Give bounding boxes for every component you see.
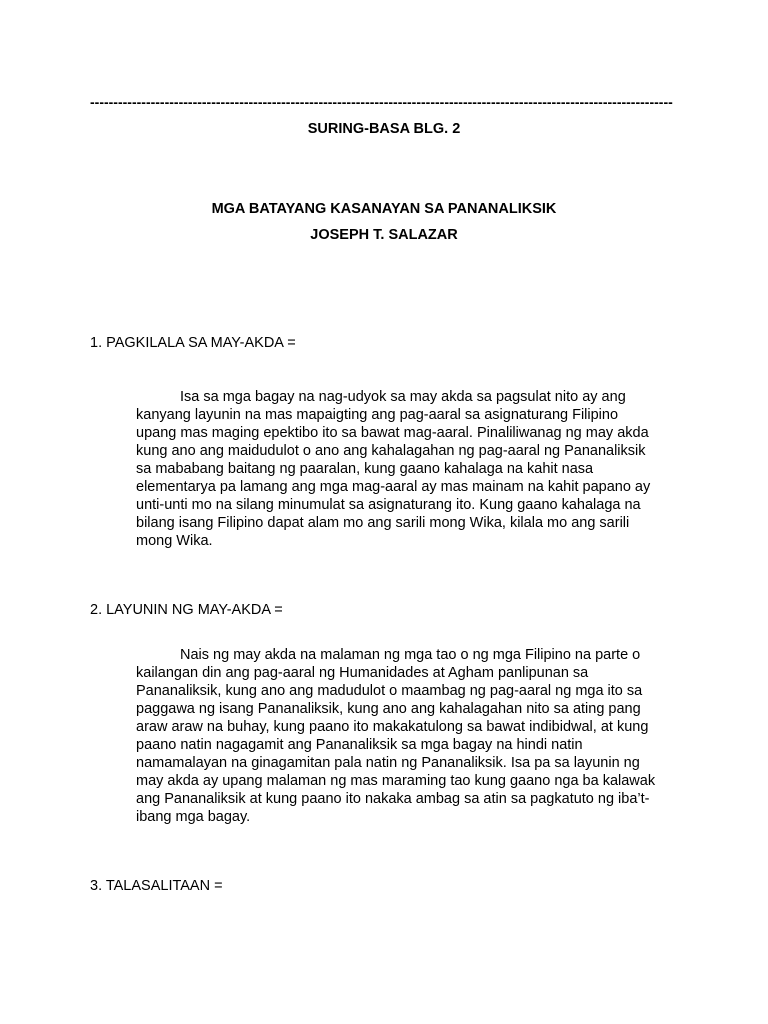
paragraph-line: Pananaliksik, kung ano ang madudulot o maambag ng pag-aaral ng mga ito sa (136, 683, 643, 699)
paragraph-line: may akda ay upang malaman ng mas maraming tao kung gaano nga ba kalawak (136, 773, 656, 789)
paragraph-line: Isa sa mga bagay na nag-udyok sa may akda sa pagsulat nito ay ang (180, 389, 626, 405)
section-heading-2: 2. LAYUNIN NG MAY-AKDA = (90, 602, 283, 618)
paragraph-line: namamalayan na ginagamitan pala natin ng Pananaliksik. Isa pa sa layunin ng (136, 755, 640, 771)
paragraph-line: kung ano ang maidudulot o ano ang kahalagahan ng pag-aaral ng Pananaliksik (136, 443, 646, 459)
section-heading-3: 3. TALASALITAAN = (90, 878, 223, 894)
document-author: JOSEPH T. SALAZAR (310, 227, 458, 243)
separator-line: ----------------------------------------------------------------------------------------------------------------------------- (90, 94, 673, 110)
paragraph-line: sa mababang baitang ng paaralan, kung gaano kahalaga na kahit nasa (136, 461, 594, 477)
paragraph-line: paggawa ng isang Pananaliksik, kung ano ang kahalagahan nito sa ating pang (136, 701, 641, 717)
paragraph-line: paano natin nagagamit ang Pananaliksik sa mga bagay na hindi natin (136, 737, 583, 753)
paragraph-line: kailangan din ang pag-aaral ng Humanidades at Agham panlipunan sa (136, 665, 589, 681)
section-paragraph-1 (136, 388, 676, 550)
document-label: SURING-BASA BLG. 2 (307, 121, 461, 137)
paragraph-line: ang Pananaliksik at kung paano ito nakaka ambag sa atin sa pagkatuto ng iba’t- (136, 791, 650, 807)
section-heading-1: 1. PAGKILALA SA MAY-AKDA = (90, 335, 296, 351)
section-paragraph-2 (136, 646, 676, 826)
paragraph-line: ibang mga bagay. (136, 809, 251, 825)
document-title: MGA BATAYANG KASANAYAN SA PANANALIKSIK (211, 201, 557, 217)
paragraph-line: Nais ng may akda na malaman ng mga tao o ng mga Filipino na parte o (180, 647, 641, 663)
paragraph-line: bilang isang Filipino dapat alam mo ang sarili mong Wika, kilala mo ang sarili (136, 515, 630, 531)
paragraph-line: elementarya pa lamang ang mga mag-aaral ay mas mainam na kahit papano ay (136, 479, 651, 495)
paragraph-line: mong Wika. (136, 533, 213, 549)
paragraph-line: unti-unti mo na silang minumulat sa asignaturang ito. Kung gaano kahalaga na (136, 497, 641, 513)
paragraph-line: araw araw na buhay, kung paano ito makakatulong sa bawat indibidwal, at kung (136, 719, 649, 735)
paragraph-line: kanyang layunin na mas mapaigting ang pag-aaral sa asignaturang Filipino (136, 407, 619, 423)
paragraph-line: upang mas maging epektibo ito sa bawat mag-aaral. Pinaliliwanag ng may akda (136, 425, 649, 441)
